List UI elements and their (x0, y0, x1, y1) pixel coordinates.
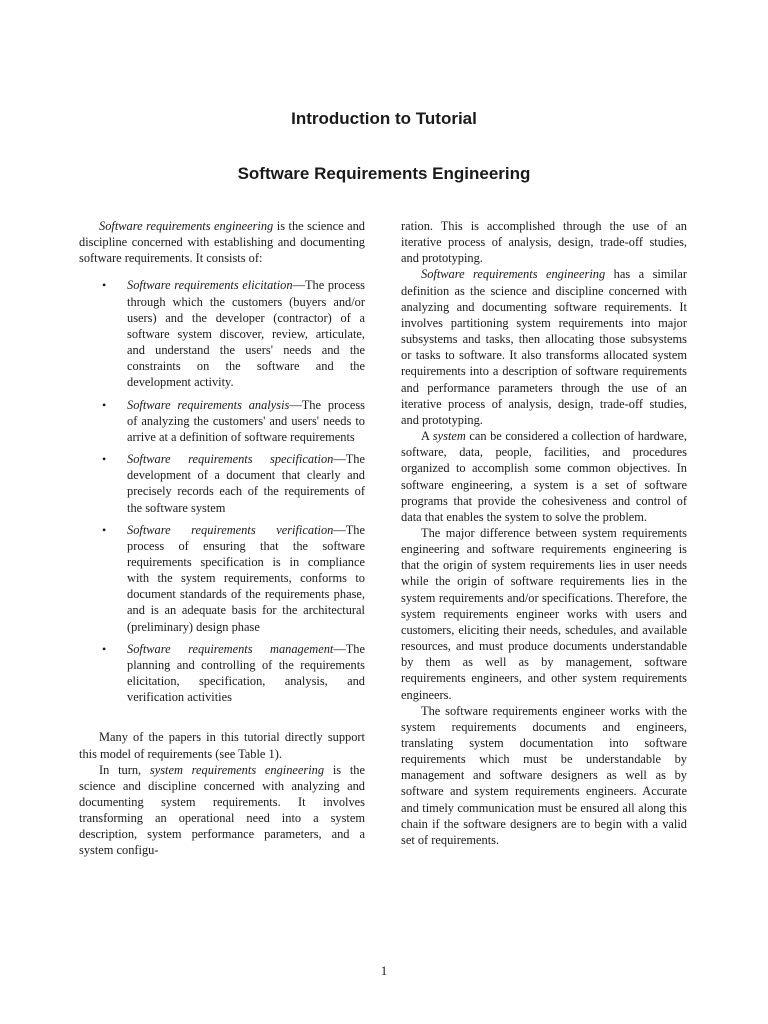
main-title: Software Requirements Engineering (237, 164, 531, 183)
term-system: system (432, 429, 466, 444)
right-paragraph-5: The software requirements engineer works with the system requirements documents and engineers, translating system documentation into software requirements which must be understandable by management and software designers as well as by software and system requirements engineers. Accurate and timely communication must be ensured all along this chain if the software designers are to begin with a valid set of requirements. (401, 703, 687, 847)
bullet-icon: • (102, 641, 107, 656)
list-item-analysis (102, 397, 365, 445)
left-paragraph-1 (79, 218, 365, 266)
bullet-icon: • (102, 452, 107, 467)
activities-list (79, 277, 365, 705)
list-text: —The process of analyzing the customers' and users' needs to arrive at a definition of software requirements (127, 397, 365, 444)
page-number: 1 (380, 963, 388, 978)
left-column (79, 218, 365, 859)
left-paragraph-3-lead: In turn, (99, 762, 150, 777)
list-item-management (102, 641, 365, 706)
term-sre-2: Software requirements engineering (421, 267, 606, 282)
left-paragraph-3 (79, 762, 365, 859)
term-system-re: system requirements engineering (149, 762, 325, 777)
list-item-elicitation (102, 277, 366, 390)
right-paragraph-4: The major difference between system requirements engineering and software requirements engineering is that the origin of system requirements lies in user needs while the origin of software requirements lies in the system requirements and/or specifications. Therefore, the system requirements engineer works with users and customers, eliciting their needs, schedules, and available resources, and must produce documents understandable by them as well as by management, software requirements engineers, and other system requirements engineers. (401, 525, 687, 702)
term-sre: Software requirements engineering (99, 219, 274, 233)
right-paragraph-2 (401, 266, 687, 428)
bullet-icon: • (102, 278, 107, 293)
right-paragraph-3-text: can be considered a collection of hardware, software, data, people, facilities, and procedures organized to accomplish some common objectives. In software engineering, a system is a set of software programs that provide the cohesiveness and control of data that enables the system to solve the problem. (401, 429, 687, 524)
list-term: Software requirements verification (127, 522, 334, 537)
left-paragraph-2: Many of the papers in this tutorial directly support this model of requirements (see Table 1). (79, 730, 365, 761)
right-paragraph-1: ration. This is accomplished through the use of an iterative process of analysis, design, trade-off studies, and prototyping. (401, 219, 687, 266)
right-paragraph-2-text: has a similar definition as the science and discipline concerned with analyzing and documenting software requirements. It involves partitioning system requirements into major subsystems and tasks, then allocating those subsystems or tasks to software. It also transforms allocated system requirements into a description of software requirements and performance parameters through the use of an iterative process of analysis, design, trade-off studies, and prototyping. (401, 267, 687, 427)
list-term: Software requirements elicitation (127, 278, 293, 293)
spacer (79, 711, 365, 729)
list-term: Software requirements analysis (127, 397, 290, 412)
right-paragraph-3-lead: A (421, 429, 433, 444)
list-term: Software requirements specification (127, 452, 334, 467)
bullet-icon: • (102, 522, 107, 537)
list-term: Software requirements management (127, 641, 334, 656)
list-text: —The planning and controlling of the requirements elicitation, specification, analysis, and verification activities (127, 641, 365, 705)
right-column (401, 218, 687, 848)
list-text: —The process through which the customers (buyers and/or users) and the developer (contractor) of a software system discover, review, articulate, and understand the users' needs and the constraints on the software and the development activity. (127, 278, 366, 390)
list-item-specification (102, 451, 365, 516)
list-text: —The development of a document that clearly and precisely records each of the requirements of the software system (127, 452, 365, 515)
intro-title: Introduction to Tutorial (291, 109, 477, 128)
bullet-icon: • (102, 397, 107, 412)
right-paragraph-3 (401, 428, 687, 525)
left-paragraph-1-text: is the science and discipline concerned with establishing and documenting software requirements. It consists of: (79, 219, 365, 266)
left-paragraph-3-text: is the science and discipline concerned with analyzing and documenting system requirements. It involves transforming an operational need into a system description, system performance parameters, and a system configu- (79, 762, 365, 858)
list-text: —The process of ensuring that the software requirements specification is in compliance with the system requirements, conforms to document standards of the requirements phase, and is an adequate basis for the architectural (preliminary) design phase (127, 522, 365, 634)
list-item-verification (102, 522, 365, 635)
